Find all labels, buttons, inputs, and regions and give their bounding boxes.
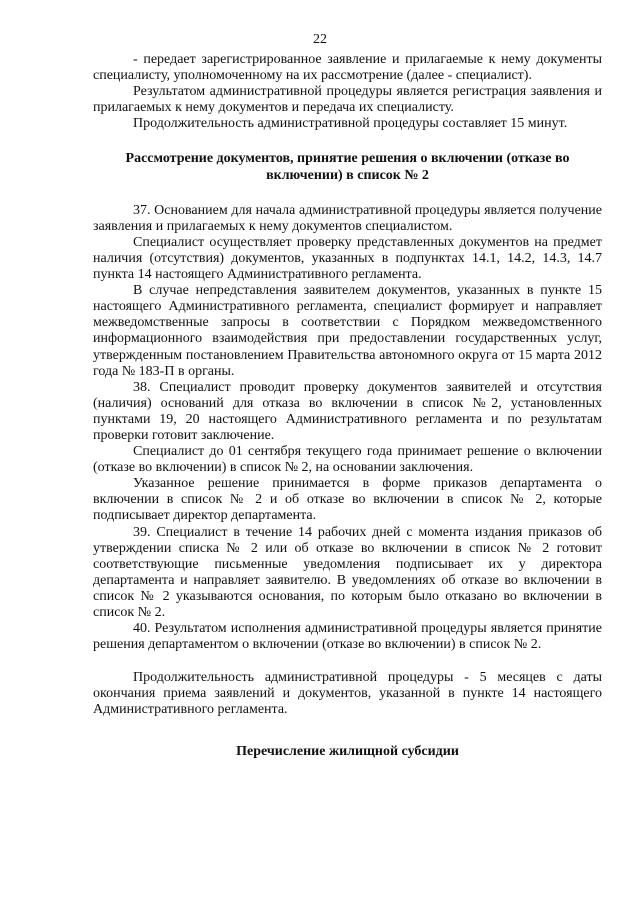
paragraph-duration-5months: Продолжительность административной процедуры - 5 месяцев с даты окончания приема заявлений и документов, указанной в пункте 14 настоящего Административного регламента. (93, 670, 602, 718)
section-heading-review: Рассмотрение документов, принятие решения о включении (отказе во включении) в список № 2 (125, 151, 570, 183)
paragraph-decision-form: Указанное решение принимается в форме приказов департамента о включении в список № 2 и об отказе во включении в список № 2, которые подписывает директор департамента. (93, 476, 602, 524)
paragraph-39: 39. Специалист в течение 14 рабочих дней с момента издания приказов об утверждении списка № 2 или об отказе во включении в список № 2 готовит соответствующие письменные уведомления подписывает их у директора департамента и направляет заявителю. В уведомлениях об отказе во включении в список № 2 указываются основания, по которым было отказано во включении в список № 2. (93, 524, 602, 620)
paragraph-interagency-requests: В случае непредставления заявителем документов, указанных в пункте 15 настоящего Административного регламента, специалист формирует и направляет межведомственные запросы в соответствии с Порядком межведомственного информационного взаимодействия при предоставлении государственных услуг, утвержденным постановлением Правительства автономного округа от 15 марта 2012 года № 183-П в органы. (93, 283, 602, 379)
page-number: 22 (313, 32, 327, 47)
paragraph-37: 37. Основанием для начала административной процедуры является получение заявления и прилагаемых к нему документов специалистом. (93, 202, 602, 234)
paragraph-38: 38. Специалист проводит проверку документов заявителей и отсутствия (наличия) оснований для отказа во включении в список №2, установленных пунктами 19, 20 настоящего Административного регламента и по результатам проверки готовит заключение. (93, 379, 602, 443)
paragraph-40: 40. Результатом исполнения административной процедуры является принятие решения департаментом о включении (отказе во включении) в список № 2. (93, 621, 602, 653)
paragraph-transfer: - передает зарегистрированное заявление и прилагаемые к нему документы специалисту, уполномоченному на их рассмотрение (далее - специалист). (93, 52, 602, 84)
paragraph-duration-15min: Продолжительность административной процедуры составляет 15 минут. (133, 116, 568, 132)
paragraph-decision-deadline: Специалист до 01 сентября текущего года принимает решение о включении (отказе во включении) в список № 2, на основании заключения. (93, 444, 602, 476)
paragraph-verification: Специалист осуществляет проверку представленных документов на предмет наличия (отсутствия) документов, указанных в подпунктах 14.1, 14.2, 14.3, 14.7 пункта 14 настоящего Административного регламента. (93, 234, 602, 283)
paragraph-result: Результатом административной процедуры является регистрация заявления и прилагаемых к нему документов и передача их специалисту. (93, 84, 602, 116)
document-body (93, 52, 602, 760)
section-heading-subsidy: Перечисление жилищной субсидии (236, 743, 459, 759)
